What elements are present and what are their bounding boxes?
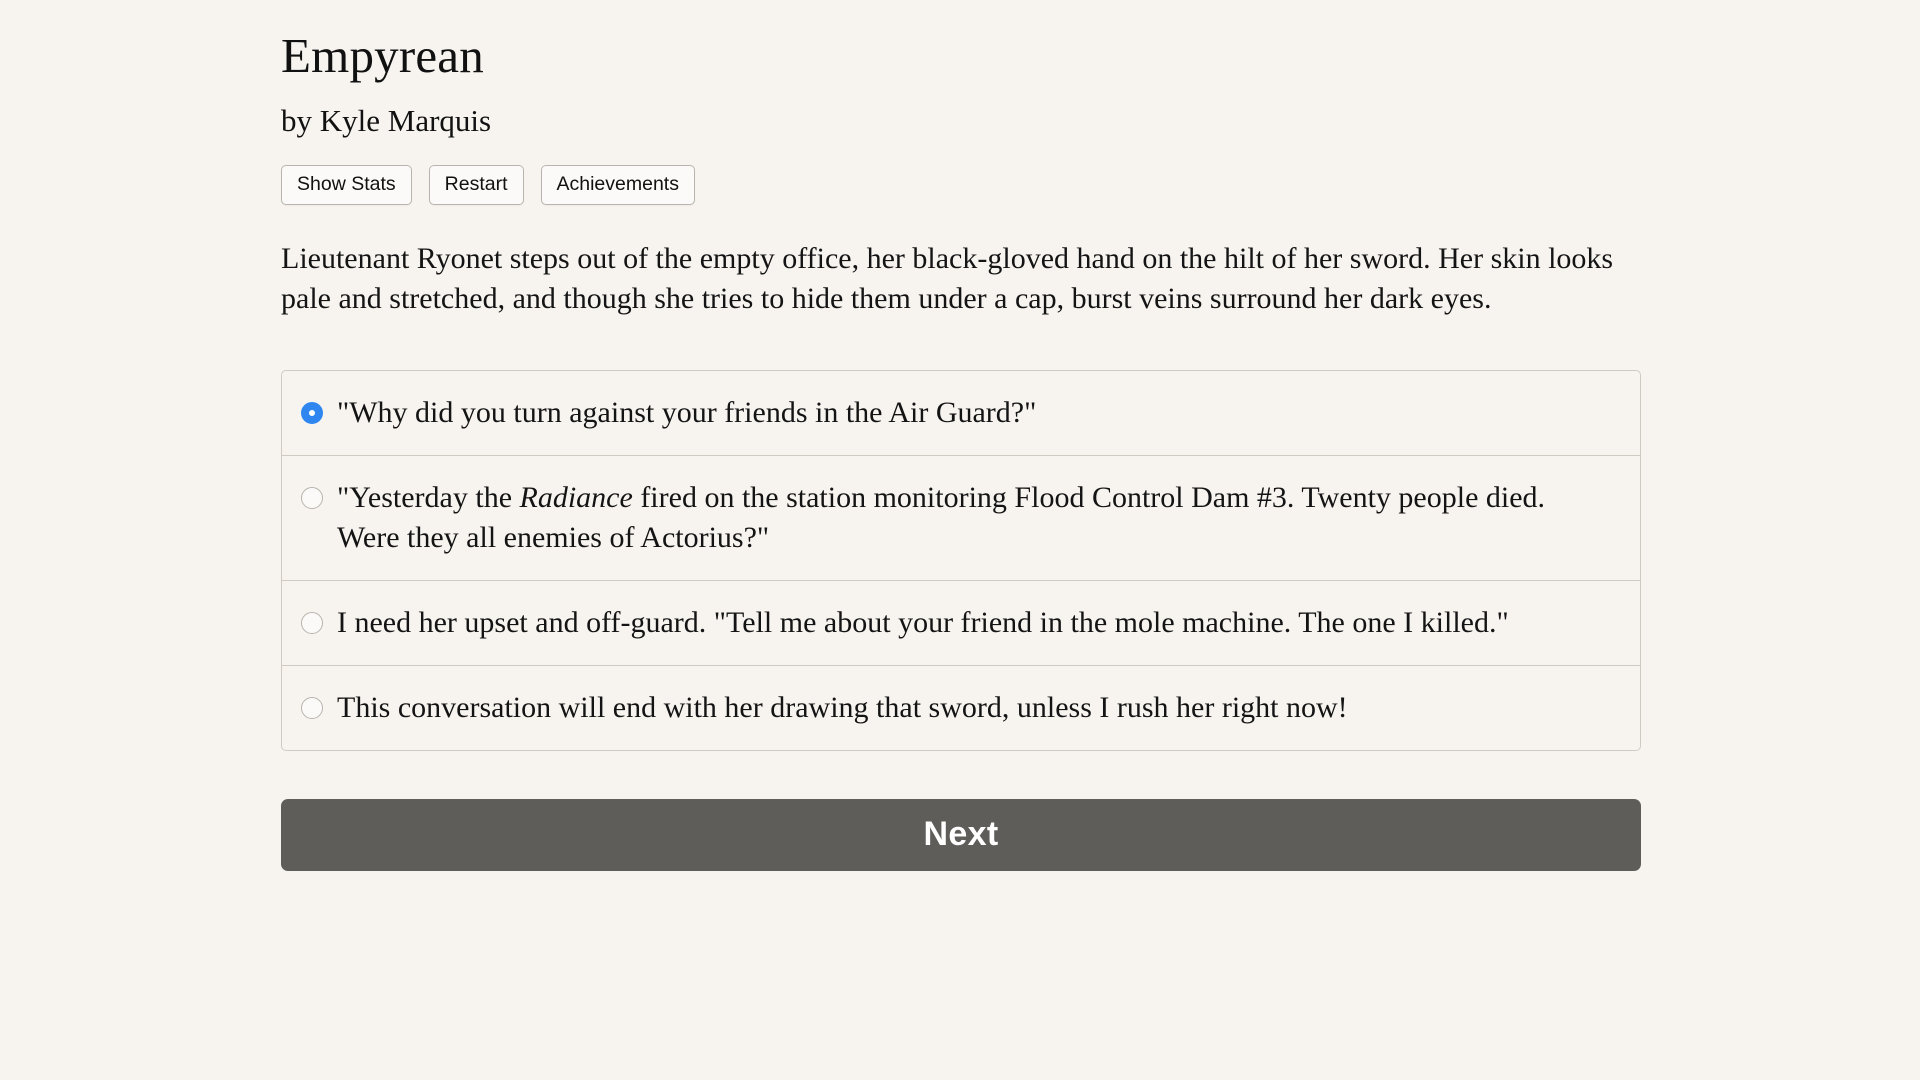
choice-label-4: This conversation will end with her drawing that sword, unless I rush her right now! [337, 691, 1348, 725]
game-author: by Kyle Marquis [281, 102, 492, 138]
page-title: Empyrean [281, 28, 484, 83]
choice-label-1: "Why did you turn against your friends in the Air Guard?" [337, 396, 1037, 430]
choice-option-2[interactable] [282, 456, 1640, 581]
choice-option-3[interactable] [282, 581, 1640, 666]
radio-icon-3[interactable] [301, 612, 323, 634]
choice-option-4[interactable] [282, 666, 1640, 750]
show-stats-button[interactable]: Show Stats [281, 165, 412, 206]
choice-label-2: "Yesterday the Radiance fired on the station monitoring Flood Control Dam #3. Twenty people died. Were they all enemies of Actorius?" [337, 481, 1546, 555]
story-text: Lieutenant Ryonet steps out of the empty office, her black-gloved hand on the hilt of her sword. Her skin looks pale and stretched, and though she tries to hide them under a cap, burst veins surround her dark eyes. [281, 242, 1614, 315]
radio-icon-4[interactable] [301, 697, 323, 719]
toolbar [281, 165, 1643, 206]
choice-label-3: I need her upset and off-guard. "Tell me about your friend in the mole machine. The one I killed." [337, 606, 1509, 640]
choice-option-1[interactable] [282, 371, 1640, 456]
achievements-button[interactable]: Achievements [541, 165, 695, 206]
radio-icon-1[interactable] [301, 402, 323, 424]
content-column [281, 0, 1643, 871]
next-button[interactable]: Next [281, 799, 1641, 871]
choice-list [281, 370, 1641, 750]
radio-icon-2[interactable] [301, 487, 323, 509]
restart-button[interactable]: Restart [429, 165, 524, 206]
